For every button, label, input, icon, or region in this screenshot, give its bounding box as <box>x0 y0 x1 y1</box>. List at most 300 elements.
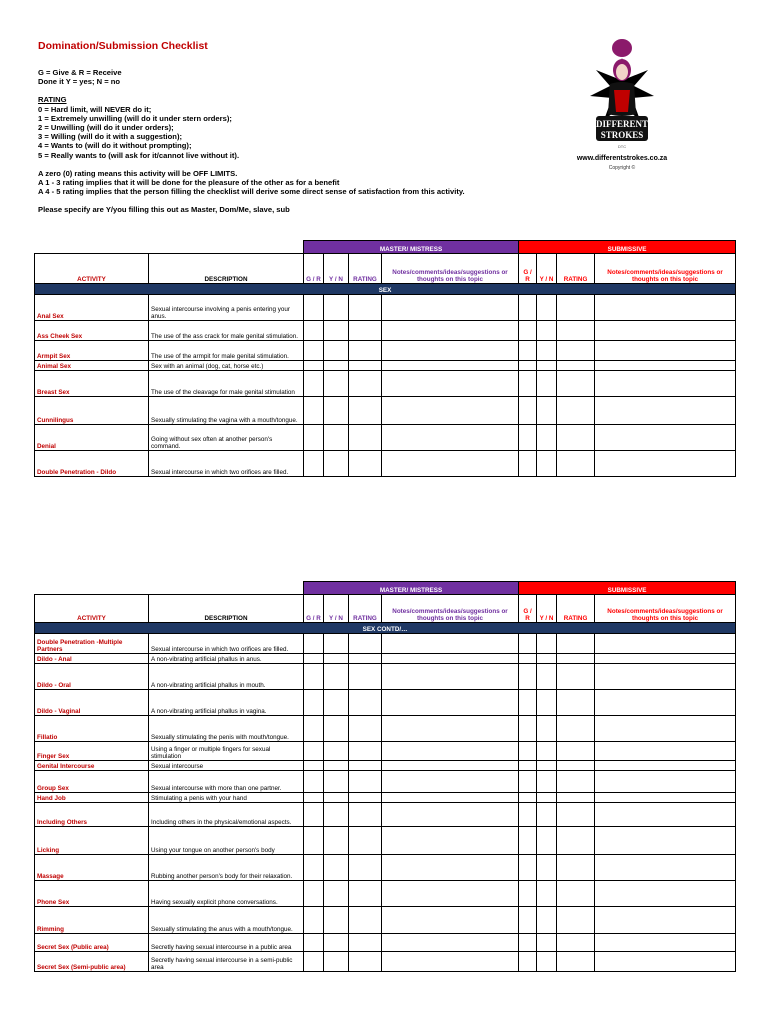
sub-gr-cell[interactable] <box>519 634 537 654</box>
master-rating-cell[interactable] <box>349 664 382 690</box>
sub-notes-cell[interactable] <box>595 793 736 803</box>
sub-gr-cell[interactable] <box>519 295 537 321</box>
sub-rating-header: RATING <box>557 254 595 284</box>
description-cell: Sexual intercourse with more than one partner. <box>149 771 304 793</box>
sub-gr-cell[interactable] <box>519 881 537 907</box>
sub-yn-header: Y / N <box>537 254 557 284</box>
sub-gr-cell[interactable] <box>519 907 537 934</box>
sub-gr-cell[interactable] <box>519 425 537 451</box>
activity-header: ACTIVITY <box>35 595 149 623</box>
activity-cell: Licking <box>35 827 149 855</box>
sub-rating-cell[interactable] <box>557 690 595 716</box>
master-yn-cell[interactable] <box>324 690 349 716</box>
master-yn-cell[interactable] <box>324 934 349 952</box>
sub-notes-cell[interactable] <box>595 371 736 397</box>
master-notes-cell[interactable] <box>382 664 519 690</box>
note-specify-role: Please specify are Y/you filling this out as Master, Dom/Me, slave, sub <box>38 205 290 215</box>
table-row <box>35 295 736 321</box>
master-rating-cell[interactable] <box>349 716 382 742</box>
table-row <box>35 425 736 451</box>
master-notes-cell[interactable] <box>382 361 519 371</box>
sub-rating-cell[interactable] <box>557 881 595 907</box>
master-yn-cell[interactable] <box>324 397 349 425</box>
table-row <box>35 803 736 827</box>
master-rating-cell[interactable] <box>349 321 382 341</box>
sub-gr-cell[interactable] <box>519 934 537 952</box>
master-notes-cell[interactable] <box>382 793 519 803</box>
master-rating-cell[interactable] <box>349 934 382 952</box>
description-cell: A non-vibrating artificial phallus in vagina. <box>149 690 304 716</box>
master-gr-cell[interactable] <box>304 321 324 341</box>
activity-cell: Including Others <box>35 803 149 827</box>
sub-rating-cell[interactable] <box>557 361 595 371</box>
sub-yn-cell[interactable] <box>537 397 557 425</box>
sub-notes-cell[interactable] <box>595 761 736 771</box>
logo-hair-bun <box>612 39 632 57</box>
table-row <box>35 341 736 361</box>
description-cell: Stimulating a penis with your hand <box>149 793 304 803</box>
description-cell: Sexual intercourse in which two orifices are filled. <box>149 634 304 654</box>
master-rating-cell[interactable] <box>349 397 382 425</box>
table-row <box>35 371 736 397</box>
master-rating-cell[interactable] <box>349 361 382 371</box>
copyright-notice: Copyright © <box>608 165 636 171</box>
sub-notes-cell[interactable] <box>595 952 736 972</box>
sub-rating-cell[interactable] <box>557 855 595 881</box>
table-row <box>35 742 736 761</box>
sub-yn-header: Y / N <box>537 595 557 623</box>
master-yn-cell[interactable] <box>324 907 349 934</box>
master-gr-cell[interactable] <box>304 803 324 827</box>
master-yn-cell[interactable] <box>324 425 349 451</box>
description-cell: The use of the ass crack for male genital stimulation. <box>149 321 304 341</box>
sub-gr-cell[interactable] <box>519 742 537 761</box>
sub-yn-cell[interactable] <box>537 771 557 793</box>
master-rating-cell[interactable] <box>349 952 382 972</box>
description-cell: Sexually stimulating the vagina with a mouth/tongue. <box>149 397 304 425</box>
master-notes-cell[interactable] <box>382 771 519 793</box>
sub-gr-cell[interactable] <box>519 690 537 716</box>
description-cell: Using your tongue on another person's body <box>149 827 304 855</box>
rating-4: 4 = Wants to (will do it without prompting); <box>38 141 192 151</box>
master-gr-cell[interactable] <box>304 716 324 742</box>
sub-notes-cell[interactable] <box>595 451 736 477</box>
sub-gr-cell[interactable] <box>519 371 537 397</box>
master-yn-cell[interactable] <box>324 771 349 793</box>
sub-notes-cell[interactable] <box>595 855 736 881</box>
master-rating-cell[interactable] <box>349 341 382 361</box>
description-cell: The use of the armpit for male genital stimulation. <box>149 341 304 361</box>
master-yn-cell[interactable] <box>324 371 349 397</box>
master-gr-cell[interactable] <box>304 761 324 771</box>
master-gr-cell[interactable] <box>304 952 324 972</box>
sub-yn-cell[interactable] <box>537 654 557 664</box>
rating-2: 2 = Unwilling (will do it under orders); <box>38 123 174 133</box>
master-rating-cell[interactable] <box>349 654 382 664</box>
master-gr-cell[interactable] <box>304 855 324 881</box>
table-row <box>35 952 736 972</box>
sub-rating-cell[interactable] <box>557 827 595 855</box>
activity-cell: Double Penetration - Dildo <box>35 451 149 477</box>
section-sex: SEX <box>35 284 736 295</box>
sub-rating-cell[interactable] <box>557 742 595 761</box>
description-cell: Secretly having sexual intercourse in a semi-public area <box>149 952 304 972</box>
sub-yn-cell[interactable] <box>537 451 557 477</box>
sub-gr-cell[interactable] <box>519 827 537 855</box>
legend-done-it: Done it Y = yes; N = no <box>38 77 121 87</box>
activity-cell: Denial <box>35 425 149 451</box>
activity-cell: Anal Sex <box>35 295 149 321</box>
table-row <box>35 855 736 881</box>
sub-gr-cell[interactable] <box>519 771 537 793</box>
activity-cell: Armpit Sex <box>35 341 149 361</box>
sub-notes-cell[interactable] <box>595 425 736 451</box>
sub-gr-cell[interactable] <box>519 952 537 972</box>
activity-cell: Phone Sex <box>35 881 149 907</box>
sub-notes-cell[interactable] <box>595 341 736 361</box>
master-rating-cell[interactable] <box>349 771 382 793</box>
activity-cell: Dildo - Anal <box>35 654 149 664</box>
document-title: Domination/Submission Checklist <box>38 40 208 52</box>
master-yn-cell[interactable] <box>324 793 349 803</box>
checklist-table-2 <box>34 581 736 972</box>
master-yn-cell[interactable] <box>324 295 349 321</box>
activity-cell: Rimming <box>35 907 149 934</box>
master-rating-cell[interactable] <box>349 634 382 654</box>
master-gr-cell[interactable] <box>304 371 324 397</box>
master-notes-cell[interactable] <box>382 952 519 972</box>
sub-yn-cell[interactable] <box>537 803 557 827</box>
sub-notes-cell[interactable] <box>595 295 736 321</box>
master-gr-cell[interactable] <box>304 634 324 654</box>
master-gr-cell[interactable] <box>304 451 324 477</box>
activity-cell: Finger Sex <box>35 742 149 761</box>
sub-notes-cell[interactable] <box>595 881 736 907</box>
sub-rating-cell[interactable] <box>557 716 595 742</box>
sub-rating-cell[interactable] <box>557 397 595 425</box>
description-cell: Sexually stimulating the penis with mouth/tongue. <box>149 716 304 742</box>
sub-yn-cell[interactable] <box>537 321 557 341</box>
description-cell: Rubbing another person's body for their relaxation. <box>149 855 304 881</box>
sub-rating-cell[interactable] <box>557 341 595 361</box>
description-cell: Including others in the physical/emotional aspects. <box>149 803 304 827</box>
sub-notes-cell[interactable] <box>595 803 736 827</box>
master-rating-header: RATING <box>349 595 382 623</box>
master-rating-cell[interactable] <box>349 793 382 803</box>
activity-cell: Massage <box>35 855 149 881</box>
legend-give-receive: G = Give & R = Receive <box>38 68 122 77</box>
master-gr-cell[interactable] <box>304 664 324 690</box>
sub-gr-cell[interactable] <box>519 361 537 371</box>
master-notes-cell[interactable] <box>382 425 519 451</box>
rating-heading: RATING <box>38 95 67 105</box>
master-gr-cell[interactable] <box>304 827 324 855</box>
master-notes-cell[interactable] <box>382 341 519 361</box>
checklist-table-1 <box>34 240 736 477</box>
rating-3: 3 = Willing (will do it with a suggestion); <box>38 132 182 142</box>
sub-yn-cell[interactable] <box>537 664 557 690</box>
sub-yn-cell[interactable] <box>537 827 557 855</box>
master-gr-cell[interactable] <box>304 934 324 952</box>
sub-yn-cell[interactable] <box>537 295 557 321</box>
master-notes-header: Notes/comments/ideas/suggestions or thoughts on this topic <box>382 254 519 284</box>
master-rating-cell[interactable] <box>349 425 382 451</box>
master-gr-cell[interactable] <box>304 793 324 803</box>
master-notes-cell[interactable] <box>382 451 519 477</box>
description-cell: Going without sex often at another person's command. <box>149 425 304 451</box>
sub-rating-cell[interactable] <box>557 371 595 397</box>
master-rating-cell[interactable] <box>349 855 382 881</box>
activity-cell: Animal Sex <box>35 361 149 371</box>
master-yn-cell[interactable] <box>324 742 349 761</box>
sub-notes-cell[interactable] <box>595 827 736 855</box>
sub-notes-cell[interactable] <box>595 654 736 664</box>
table-row <box>35 321 736 341</box>
master-yn-cell[interactable] <box>324 321 349 341</box>
master-notes-cell[interactable] <box>382 803 519 827</box>
website-url: www.differentstrokes.co.za <box>576 155 668 162</box>
description-cell: Having sexually explicit phone conversations. <box>149 881 304 907</box>
sub-rating-cell[interactable] <box>557 952 595 972</box>
master-notes-cell[interactable] <box>382 742 519 761</box>
sub-notes-cell[interactable] <box>595 397 736 425</box>
sub-gr-cell[interactable] <box>519 321 537 341</box>
master-notes-cell[interactable] <box>382 654 519 664</box>
master-gr-cell[interactable] <box>304 742 324 761</box>
master-rating-cell[interactable] <box>349 761 382 771</box>
master-gr-cell[interactable] <box>304 907 324 934</box>
activity-cell: Secret Sex (Semi-public area) <box>35 952 149 972</box>
master-rating-cell[interactable] <box>349 907 382 934</box>
master-notes-cell[interactable] <box>382 371 519 397</box>
sub-gr-cell[interactable] <box>519 451 537 477</box>
activity-cell: Ass Cheek Sex <box>35 321 149 341</box>
sub-yn-cell[interactable] <box>537 690 557 716</box>
sub-gr-cell[interactable] <box>519 654 537 664</box>
sub-rating-cell[interactable] <box>557 321 595 341</box>
sub-gr-cell[interactable] <box>519 793 537 803</box>
master-gr-cell[interactable] <box>304 654 324 664</box>
logo-text-tag: DTC <box>617 144 627 149</box>
table-row <box>35 761 736 771</box>
table-row <box>35 793 736 803</box>
description-cell: Sexual intercourse <box>149 761 304 771</box>
sub-yn-cell[interactable] <box>537 881 557 907</box>
sub-notes-cell[interactable] <box>595 690 736 716</box>
note-one-three: A 1 - 3 rating implies that it will be done for the pleasure of the other as for a benefit <box>38 178 340 188</box>
master-gr-cell[interactable] <box>304 881 324 907</box>
activity-cell: Dildo - Vaginal <box>35 690 149 716</box>
sub-yn-cell[interactable] <box>537 793 557 803</box>
sub-yn-cell[interactable] <box>537 855 557 881</box>
activity-cell: Dildo - Oral <box>35 664 149 690</box>
sub-notes-header: Notes/comments/ideas/suggestions or thoughts on this topic <box>595 595 736 623</box>
master-gr-cell[interactable] <box>304 690 324 716</box>
master-notes-cell[interactable] <box>382 397 519 425</box>
master-notes-cell[interactable] <box>382 295 519 321</box>
table-row <box>35 881 736 907</box>
master-rating-cell[interactable] <box>349 451 382 477</box>
sub-rating-cell[interactable] <box>557 907 595 934</box>
sub-yn-cell[interactable] <box>537 761 557 771</box>
master-yn-cell[interactable] <box>324 341 349 361</box>
sub-gr-cell[interactable] <box>519 341 537 361</box>
description-cell: Sexual intercourse in which two orifices are filled. <box>149 451 304 477</box>
activity-cell: Double Penetration -Multiple Partners <box>35 634 149 654</box>
logo-text-different: DIFFERENT <box>595 119 649 129</box>
master-yn-cell[interactable] <box>324 952 349 972</box>
sub-rating-cell[interactable] <box>557 934 595 952</box>
table-row <box>35 634 736 654</box>
activity-cell: Cunnilingus <box>35 397 149 425</box>
master-yn-cell[interactable] <box>324 761 349 771</box>
sub-yn-cell[interactable] <box>537 341 557 361</box>
master-notes-cell[interactable] <box>382 907 519 934</box>
submissive-header: SUBMISSIVE <box>519 582 736 595</box>
description-cell: A non-vibrating artificial phallus in mouth. <box>149 664 304 690</box>
master-yn-cell[interactable] <box>324 451 349 477</box>
master-yn-cell[interactable] <box>324 827 349 855</box>
sub-gr-cell[interactable] <box>519 855 537 881</box>
different-strokes-logo <box>574 30 670 160</box>
logo-face <box>616 64 628 80</box>
master-notes-cell[interactable] <box>382 761 519 771</box>
sub-yn-cell[interactable] <box>537 425 557 451</box>
activity-cell: Genital Intercourse <box>35 761 149 771</box>
sub-notes-cell[interactable] <box>595 634 736 654</box>
sub-rating-cell[interactable] <box>557 654 595 664</box>
note-four-five: A 4 - 5 rating implies that the person filling the checklist will derive some direct sense of satisfaction from this activity. <box>38 187 465 197</box>
sub-yn-cell[interactable] <box>537 742 557 761</box>
table-row <box>35 771 736 793</box>
sub-yn-cell[interactable] <box>537 634 557 654</box>
master-rating-cell[interactable] <box>349 690 382 716</box>
sub-notes-cell[interactable] <box>595 771 736 793</box>
rating-5: 5 = Really wants to (will ask for it/cannot live without it). <box>38 150 240 160</box>
sub-notes-cell[interactable] <box>595 361 736 371</box>
table-row <box>35 716 736 742</box>
sub-yn-cell[interactable] <box>537 934 557 952</box>
master-rating-cell[interactable] <box>349 371 382 397</box>
master-yn-cell[interactable] <box>324 803 349 827</box>
sub-rating-cell[interactable] <box>557 451 595 477</box>
activity-cell: Group Sex <box>35 771 149 793</box>
description-header: DESCRIPTION <box>149 595 304 623</box>
table-2-body <box>35 634 736 972</box>
section-sex-contd: SEX CONTD/… <box>35 623 736 634</box>
master-gr-cell[interactable] <box>304 361 324 371</box>
master-gr-cell[interactable] <box>304 771 324 793</box>
master-notes-cell[interactable] <box>382 855 519 881</box>
sub-yn-cell[interactable] <box>537 907 557 934</box>
sub-yn-cell[interactable] <box>537 716 557 742</box>
master-yn-cell[interactable] <box>324 664 349 690</box>
master-yn-cell[interactable] <box>324 716 349 742</box>
sub-rating-cell[interactable] <box>557 664 595 690</box>
sub-notes-cell[interactable] <box>595 664 736 690</box>
master-yn-cell[interactable] <box>324 634 349 654</box>
sub-notes-cell[interactable] <box>595 742 736 761</box>
activity-header: ACTIVITY <box>35 254 149 284</box>
submissive-header: SUBMISSIVE <box>519 241 736 254</box>
master-yn-header: Y / N <box>324 254 349 284</box>
description-header: DESCRIPTION <box>149 254 304 284</box>
sub-rating-cell[interactable] <box>557 295 595 321</box>
sub-gr-cell[interactable] <box>519 803 537 827</box>
description-cell: Using a finger or multiple fingers for sexual stimulation <box>149 742 304 761</box>
table-row <box>35 907 736 934</box>
master-notes-cell[interactable] <box>382 690 519 716</box>
description-cell: Secretly having sexual intercourse in a public area <box>149 934 304 952</box>
master-gr-cell[interactable] <box>304 295 324 321</box>
master-yn-header: Y / N <box>324 595 349 623</box>
master-notes-cell[interactable] <box>382 827 519 855</box>
table-row <box>35 451 736 477</box>
master-gr-header: G / R <box>304 595 324 623</box>
sub-notes-header: Notes/comments/ideas/suggestions or thoughts on this topic <box>595 254 736 284</box>
sub-rating-cell[interactable] <box>557 761 595 771</box>
table-row <box>35 690 736 716</box>
table-row <box>35 664 736 690</box>
master-gr-cell[interactable] <box>304 397 324 425</box>
logo-text-strokes: STROKES <box>600 130 644 140</box>
sub-yn-cell[interactable] <box>537 361 557 371</box>
master-notes-header: Notes/comments/ideas/suggestions or thoughts on this topic <box>382 595 519 623</box>
sub-yn-cell[interactable] <box>537 371 557 397</box>
master-notes-cell[interactable] <box>382 716 519 742</box>
sub-gr-cell[interactable] <box>519 716 537 742</box>
master-notes-cell[interactable] <box>382 881 519 907</box>
master-rating-cell[interactable] <box>349 742 382 761</box>
master-gr-cell[interactable] <box>304 341 324 361</box>
master-rating-cell[interactable] <box>349 827 382 855</box>
master-yn-cell[interactable] <box>324 654 349 664</box>
sub-rating-cell[interactable] <box>557 634 595 654</box>
sub-notes-cell[interactable] <box>595 716 736 742</box>
sub-yn-cell[interactable] <box>537 952 557 972</box>
table-1-body <box>35 295 736 477</box>
master-yn-cell[interactable] <box>324 855 349 881</box>
sub-rating-cell[interactable] <box>557 425 595 451</box>
sub-rating-cell[interactable] <box>557 793 595 803</box>
master-notes-cell[interactable] <box>382 934 519 952</box>
activity-cell: Breast Sex <box>35 371 149 397</box>
master-yn-cell[interactable] <box>324 361 349 371</box>
sub-rating-cell[interactable] <box>557 803 595 827</box>
instructions <box>38 68 558 215</box>
sub-gr-cell[interactable] <box>519 397 537 425</box>
table-row <box>35 654 736 664</box>
master-rating-cell[interactable] <box>349 881 382 907</box>
sub-notes-cell[interactable] <box>595 907 736 934</box>
master-yn-cell[interactable] <box>324 881 349 907</box>
sub-gr-cell[interactable] <box>519 664 537 690</box>
sub-notes-cell[interactable] <box>595 321 736 341</box>
description-cell: Sex with an animal (dog, cat, horse etc.) <box>149 361 304 371</box>
sub-rating-cell[interactable] <box>557 771 595 793</box>
master-notes-cell[interactable] <box>382 634 519 654</box>
table-row <box>35 397 736 425</box>
master-gr-cell[interactable] <box>304 425 324 451</box>
master-rating-cell[interactable] <box>349 295 382 321</box>
rating-0: 0 = Hard limit, will NEVER do it; <box>38 104 152 114</box>
master-notes-cell[interactable] <box>382 321 519 341</box>
sub-gr-cell[interactable] <box>519 761 537 771</box>
sub-notes-cell[interactable] <box>595 934 736 952</box>
activity-cell: Fillatio <box>35 716 149 742</box>
master-rating-cell[interactable] <box>349 803 382 827</box>
logo-corset-red <box>614 90 630 112</box>
